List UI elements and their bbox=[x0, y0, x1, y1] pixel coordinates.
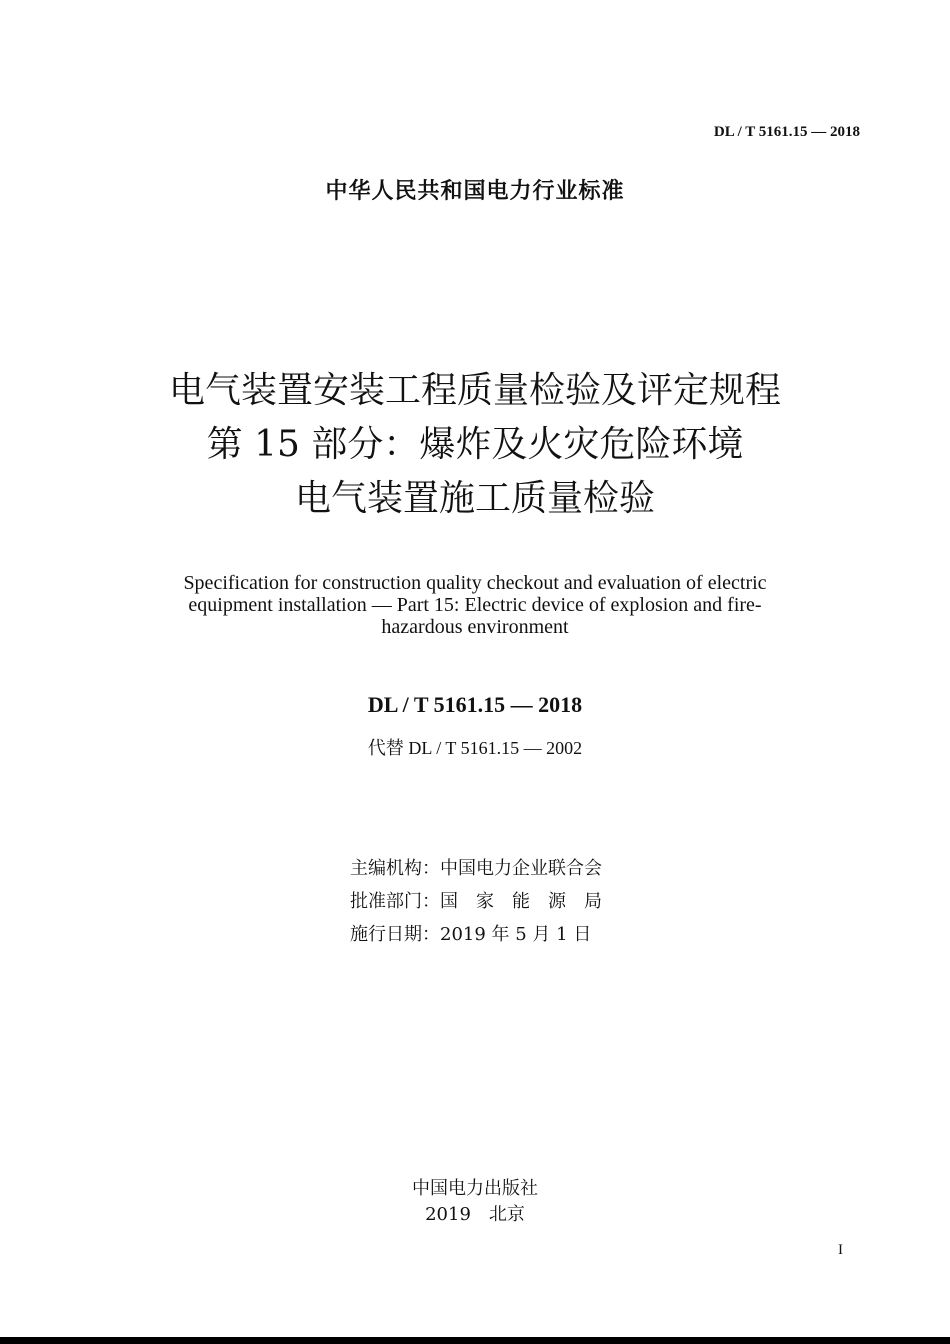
header-standard-code: DL / T 5161.15 — 2018 bbox=[713, 124, 860, 140]
bottom-border bbox=[0, 1337, 950, 1344]
english-title-line-3: hazardous environment bbox=[381, 616, 569, 638]
standard-code: DL / T 5161.15 — 2018 bbox=[367, 692, 583, 717]
publisher-block bbox=[0, 1176, 950, 1228]
page-number: I bbox=[838, 1242, 843, 1258]
english-title-line-2: equipment installation — Part 15: Electric device of explosion and fire- bbox=[188, 594, 762, 616]
document-title-line-2: 第 15 部分：爆炸及火灾危险环境 bbox=[206, 424, 744, 465]
replaces-code: 代替 DL / T 5161.15 — 2002 bbox=[367, 738, 583, 758]
approver-row bbox=[350, 885, 602, 918]
publisher-place: 2019 北京 bbox=[425, 1204, 525, 1225]
effective-date-label: 施行日期： bbox=[350, 924, 440, 945]
editor-label: 主编机构： bbox=[350, 858, 440, 879]
editor-value: 中国电力企业联合会 bbox=[440, 858, 602, 879]
publisher-name: 中国电力出版社 bbox=[412, 1178, 538, 1199]
effective-date-value: 2019 年 5 月 1 日 bbox=[440, 924, 592, 945]
approver-label: 批准部门： bbox=[350, 891, 440, 912]
document-title bbox=[0, 364, 950, 526]
english-title bbox=[0, 572, 950, 638]
document-title-line-3: 电气装置施工质量检验 bbox=[294, 478, 655, 519]
organization-title: 中华人民共和国电力行业标准 bbox=[325, 179, 625, 204]
document-info bbox=[350, 852, 602, 951]
editor-row bbox=[350, 852, 602, 885]
english-title-line-1: Specification for construction quality checkout and evaluation of electric bbox=[183, 572, 767, 594]
approver-value: 国 家 能 源 局 bbox=[440, 891, 602, 912]
document-title-line-1: 电气装置安装工程质量检验及评定规程 bbox=[168, 370, 781, 411]
effective-date-row bbox=[350, 918, 602, 951]
